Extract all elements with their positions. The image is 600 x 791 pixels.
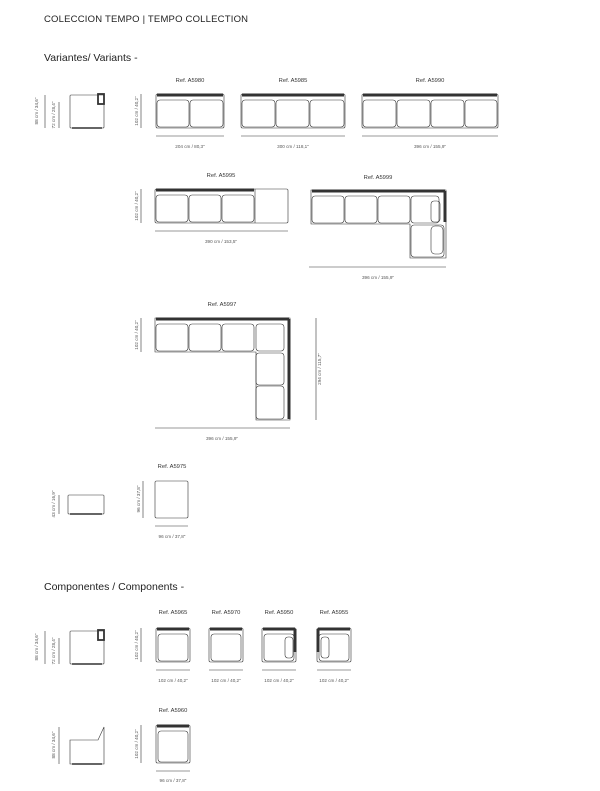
- width-a5985: 300 cm / 118,1": [277, 144, 309, 149]
- sofa-plan-a5990: [362, 94, 498, 136]
- height-a5960: 88 cm / 34,6": [51, 731, 56, 759]
- components-seat-height: 72 cm / 28,4": [51, 637, 56, 665]
- ref-a5975: Ref. A5975: [157, 464, 187, 470]
- ottoman-a5975: [59, 481, 188, 526]
- depth-a5995: 102 cm / 40,2": [134, 191, 139, 221]
- depth-a5960: 102 cm / 40,2": [134, 729, 139, 759]
- ref-a5970: Ref. A5970: [211, 610, 241, 616]
- width-a5960: 96 cm / 37,8": [159, 778, 187, 783]
- width-a5970: 102 cm / 40,2": [211, 678, 241, 683]
- ref-a5955: Ref. A5955: [319, 610, 349, 616]
- ref-a5960: Ref. A5960: [158, 708, 188, 714]
- depth-a5980: 102 cm / 40,2": [134, 96, 139, 126]
- ref-a5999: Ref. A5999: [363, 175, 393, 181]
- sofa-plan-a5997: [141, 318, 316, 428]
- components-depth: 102 cm / 40,2": [134, 630, 139, 660]
- chaise-side-profile: [59, 727, 104, 764]
- component-a5955: [317, 628, 351, 670]
- depth-a5997: 102 cm / 40,2": [134, 320, 139, 350]
- component-a5950: [262, 628, 296, 670]
- width-a5980: 204 cm / 80,3": [175, 144, 205, 149]
- page-title: COLECCION TEMPO | TEMPO COLLECTION: [44, 14, 249, 25]
- component-a5970: [209, 628, 243, 670]
- side-depth-a5997: 294 cm / 115,7": [317, 353, 322, 385]
- component-a5965: [141, 628, 190, 670]
- width-a5999: 396 cm / 155,9": [361, 275, 395, 280]
- ref-a5965: Ref. A5965: [158, 610, 188, 616]
- ref-a5980: Ref. A5980: [175, 78, 205, 84]
- width-a5995: 390 cm / 153,5": [204, 239, 238, 244]
- component-a5960: [141, 725, 190, 771]
- components-heading: Componentes / Components -: [44, 581, 185, 593]
- ref-a5985: Ref. A5985: [278, 78, 308, 84]
- width-a5950: 102 cm / 40,2": [264, 678, 294, 683]
- ref-a5990: Ref. A5990: [415, 78, 445, 84]
- width-a5965: 102 cm / 40,2": [158, 678, 188, 683]
- sofa-plan-a5995: [141, 189, 288, 231]
- width-a5990: 396 cm / 155,9": [413, 144, 447, 149]
- components-total-height: 88 cm / 34,6": [34, 633, 39, 661]
- width-a5997: 396 cm / 155,9": [205, 436, 239, 441]
- variants-total-height: 88 cm / 34,6": [34, 97, 39, 125]
- ref-a5997: Ref. A5997: [207, 302, 237, 308]
- height-a5975: 43 cm / 16,9": [51, 490, 56, 518]
- variants-seat-height: 72 cm / 28,4": [51, 101, 56, 129]
- width-a5955: 102 cm / 40,2": [319, 678, 349, 683]
- variants-heading: Variantes/ Variants -: [44, 52, 138, 64]
- width-a5975: 96 cm / 37,8": [158, 534, 186, 539]
- sofa-plan-a5985: [241, 94, 345, 136]
- ref-a5995: Ref. A5995: [206, 173, 236, 179]
- depth-a5975: 96 cm / 37,8": [136, 485, 141, 513]
- ref-a5950: Ref. A5950: [264, 610, 294, 616]
- sofa-plan-a5980: [141, 94, 224, 136]
- sofa-plan-a5999: [309, 190, 446, 267]
